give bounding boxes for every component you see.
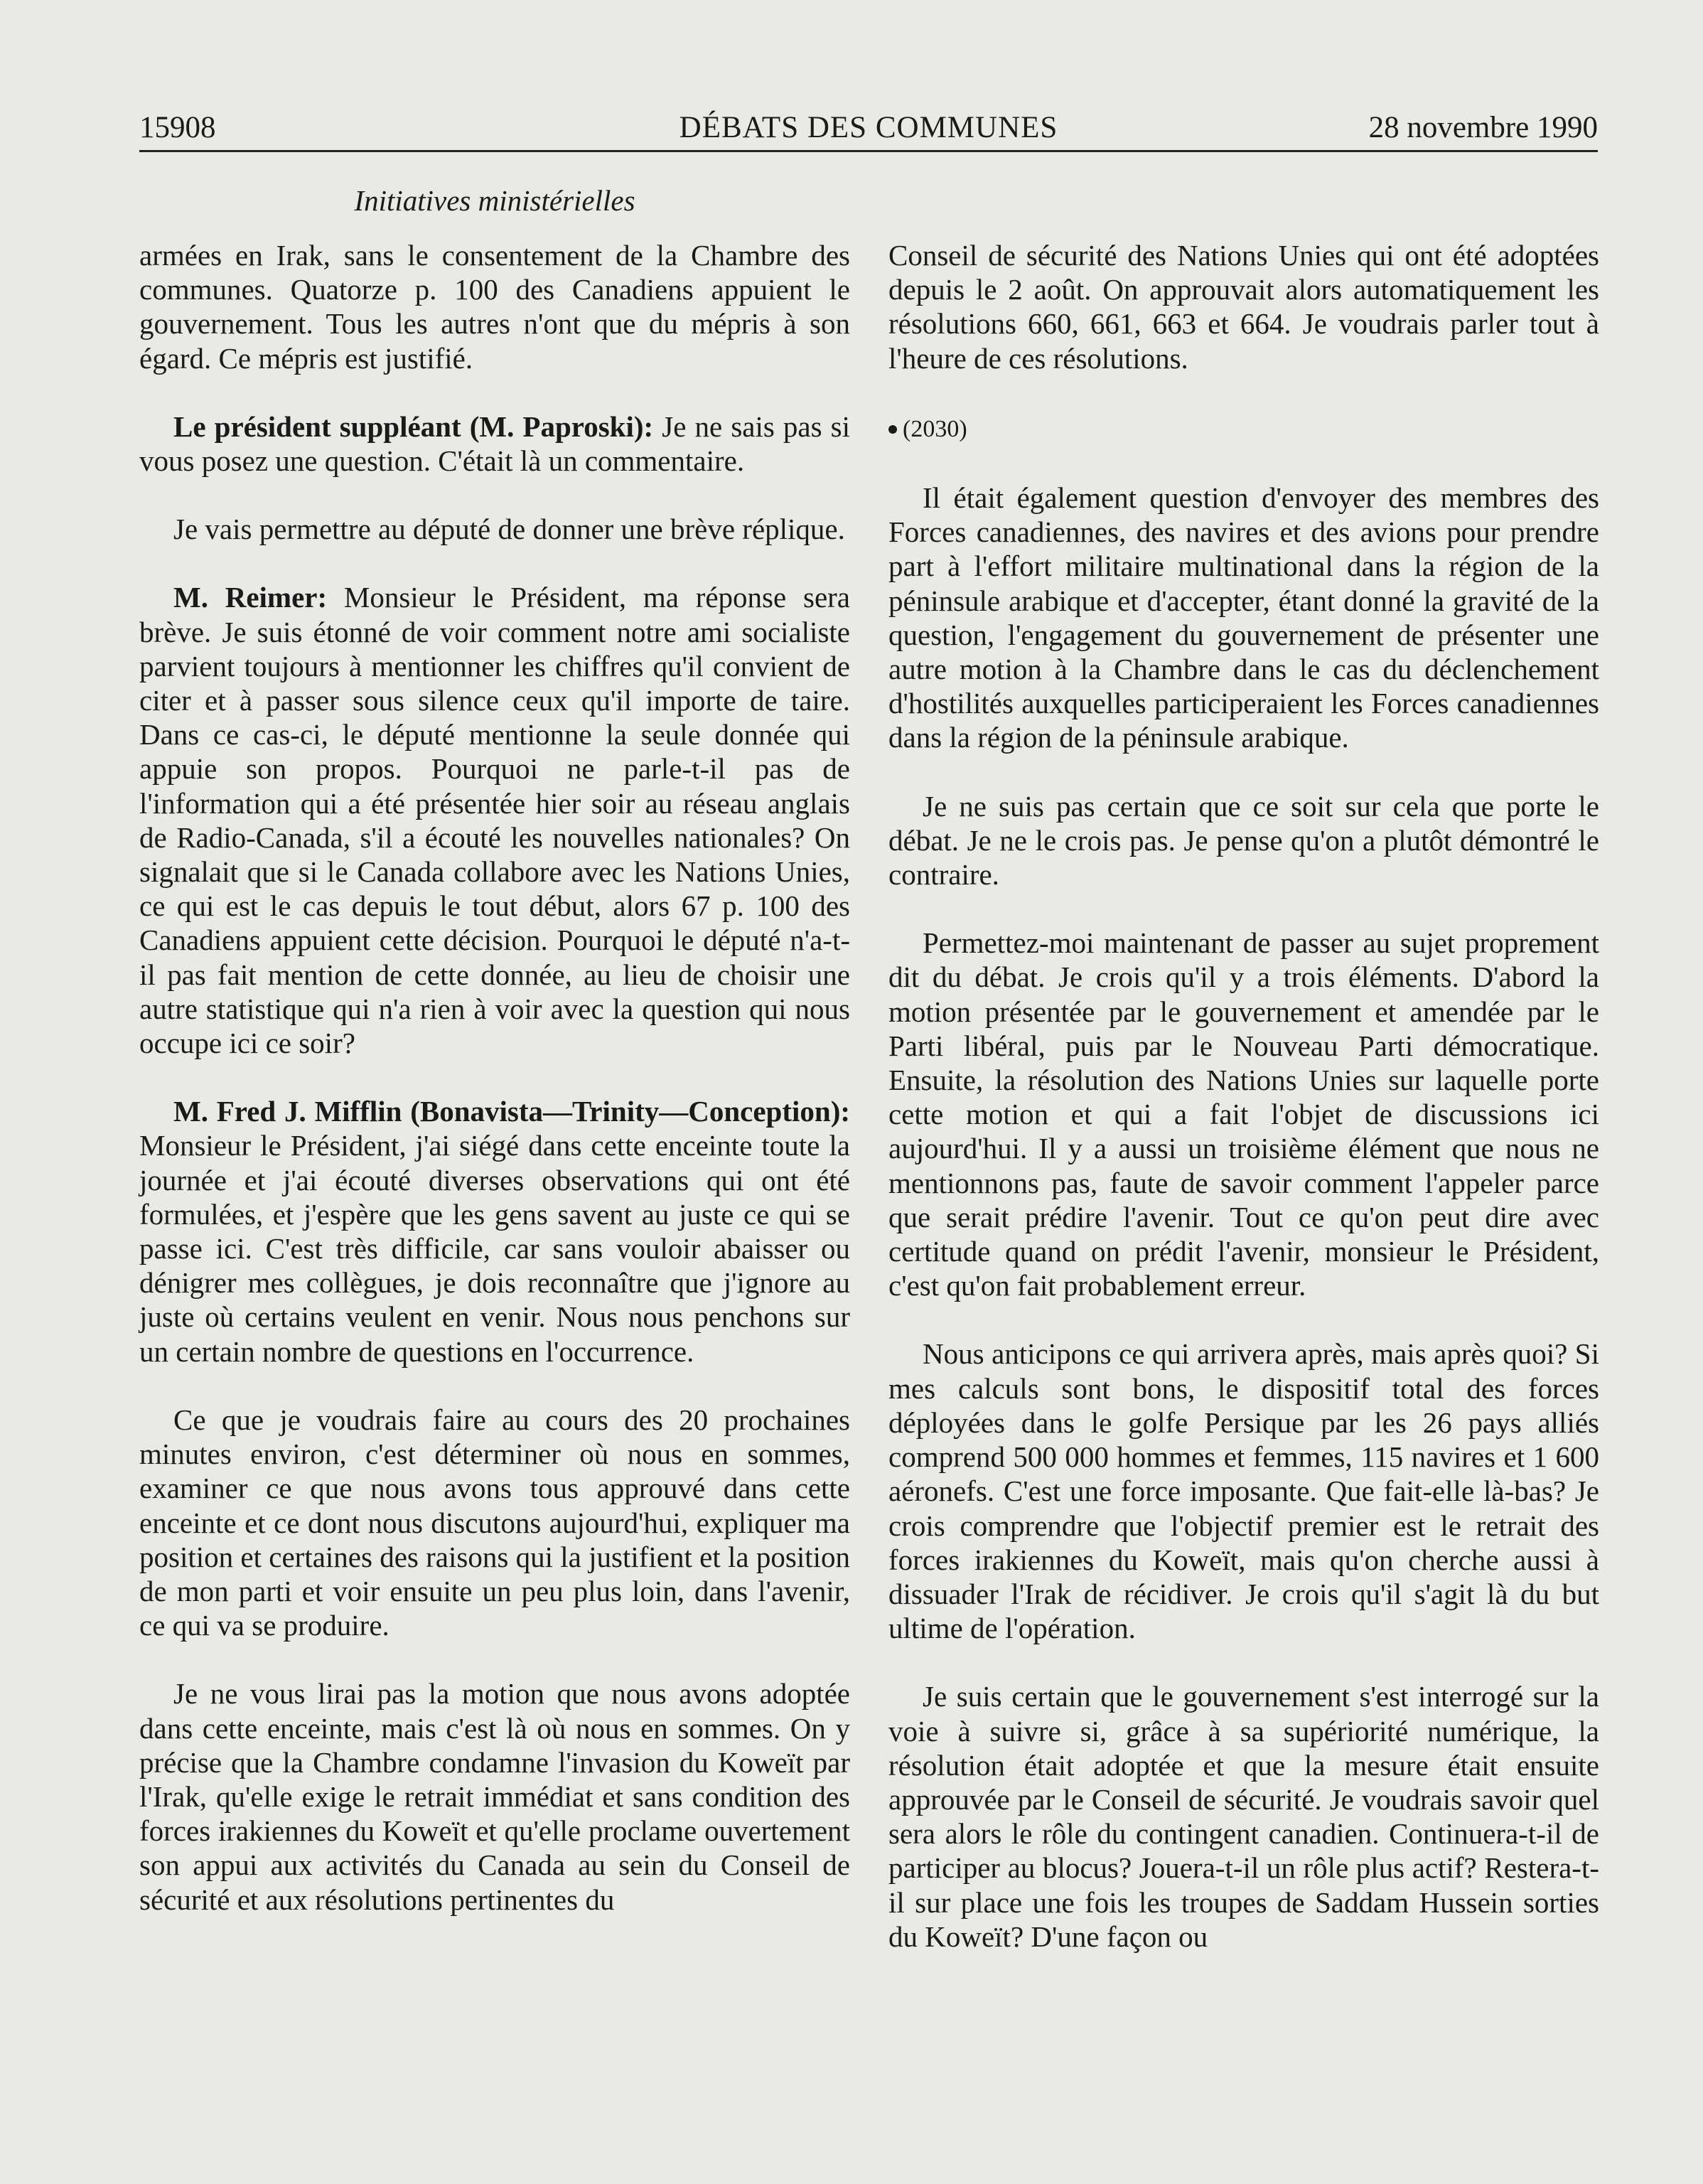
paragraph: armées en Irak, sans le consentement de la Chambre des communes. Quatorze p. 100 des Canadiens appuient le gouvernement. Tous les autres n'ont que du mépris à son égard. Ce mépris est justifié. xyxy=(139,239,850,375)
header-date: 28 novembre 1990 xyxy=(1368,111,1598,144)
timestamp-text: (2030) xyxy=(903,415,967,442)
right-column xyxy=(888,238,1599,1954)
paragraph xyxy=(139,1094,850,1369)
left-column xyxy=(139,238,850,1917)
paragraph: Je suis certain que le gouvernement s'est interrogé sur la voie à suivre si, grâce à sa supériorité numérique, la résolution était adoptée et que la mesure était ensuite approuvée par le Conseil de sécurité. Je voudrais savoir quel sera alors le rôle du contingent canadien. Continuera-t-il de participer au blocus? Jouera-t-il un rôle plus actif? Restera-t-il sur place une fois les troupes de Saddam Hussein sorties du Koweït? D'une façon ou xyxy=(888,1680,1599,1953)
header-rule xyxy=(139,150,1598,152)
paragraph: Permettez-moi maintenant de passer au sujet proprement dit du débat. Je crois qu'il y a trois éléments. D'abord la motion présentée par le gouvernement et amendée par le Parti libéral, puis par le Nouveau Parti démocratique. Ensuite, la résolution des Nations Unies sur laquelle porte cette motion et qui a fait l'objet de discussions ici aujourd'hui. Il y a aussi un troisième élément que nous ne mentionnons pas, faute de savoir comment l'appeler parce que serait prédire l'avenir. Tout ce qu'on peut dire avec certitude quand on prédit l'avenir, monsieur le Président, c'est qu'on fait probablement erreur. xyxy=(888,926,1599,1302)
paragraph: Je vais permettre au député de donner une brève réplique. xyxy=(173,513,845,546)
paragraph: Conseil de sécurité des Nations Unies qui ont été adoptées depuis le 2 août. On approuvait alors automatiquement les résolutions 660, 661, 663 et 664. Je voudrais parler tout à l'heure de ces résolutions. xyxy=(888,239,1599,375)
section-title: Initiatives ministérielles xyxy=(354,184,635,217)
paragraph xyxy=(139,410,850,478)
paragraph: Nous anticipons ce qui arrivera après, mais après quoi? Si mes calculs sont bons, le dispositif total des forces déployées dans le golfe Persique par les 26 pays alliés comprend 500 000 hommes et femmes, 115 navires et 1 600 aéronefs. C'est une force imposante. Que fait-elle là-bas? Je crois comprendre que l'objectif premier est le retrait des forces irakiennes du Koweït, mais qu'on cherche aussi à dissuader l'Irak de récidiver. Je crois qu'il s'agit là du but ultime de l'opération. xyxy=(888,1337,1599,1645)
timestamp xyxy=(888,410,1599,446)
page-header xyxy=(139,107,1598,149)
page-number: 15908 xyxy=(139,111,216,144)
paragraph: Il était également question d'envoyer des membres des Forces canadiennes, des navires et des avions pour prendre part à l'effort militaire multinational dans la région de la péninsule arabique et d'accepter, étant donné la gravité de la question, l'engagement du gouvernement de présenter une autre motion à la Chambre dans le cas du déclenchement d'hostilités auxquelles participeraient les Forces canadiennes dans la région de la péninsule arabique. xyxy=(888,481,1599,754)
paragraph xyxy=(139,580,850,1060)
speech-text: Je ne sais pas si vous posez une question. C'était là un commentaire. xyxy=(139,410,850,478)
speech-text: Monsieur le Président, ma réponse sera brève. Je suis étonné de voir comment notre ami socialiste parvient toujours à mentionner les chiffres qu'il convient de citer et à passer sous silence ceux qu'il importe de taire. Dans ce cas-ci, le député mentionne la seule donnée qui appuie son propos. Pourquoi ne parle-t-il pas de l'information qui a été présentée hier soir au réseau anglais de Radio-Canada, s'il a écouté les nouvelles nationales? On signalait que si le Canada collabore avec les Nations Unies, ce qui est le cas depuis le tout début, alors 67 p. 100 des Canadiens appuient cette décision. Pourquoi le député n'a-t-il pas fait mention de cette donnée, au lieu de choisir une autre statistique qui n'a rien à voir avec la question qui nous occupe ici ce soir? xyxy=(139,581,850,1060)
paragraph: Je ne vous lirai pas la motion que nous avons adoptée dans cette enceinte, mais c'est là où nous en sommes. On y précise que la Chambre condamne l'invasion du Koweït par l'Irak, qu'elle exige le retrait immédiat et sans condition des forces irakiennes du Koweït et qu'elle proclame ouvertement son appui aux activités du Canada au sein du Conseil de sécurité et aux résolutions pertinentes du xyxy=(139,1677,850,1916)
speaker-name: M. Fred J. Mifflin (Bonavista—Trinity—Conception): xyxy=(173,1095,850,1128)
publication-title: DÉBATS DES COMMUNES xyxy=(679,111,1058,144)
paragraph: Je ne suis pas certain que ce soit sur cela que porte le débat. Je ne le crois pas. Je pense qu'on a plutôt démontré le contraire. xyxy=(888,789,1599,892)
speaker-name: M. Reimer: xyxy=(173,581,328,614)
bullet-icon xyxy=(888,425,897,434)
speech-text: Monsieur le Président, j'ai siégé dans cette enceinte toute la journée et j'ai écouté diverses observations qui ont été formulées, et j'espère que les gens savent au juste ce qui se passe ici. C'est très difficile, car sans vouloir abaisser ou dénigrer mes collègues, je dois reconnaître que j'ignore au juste où certains veulent en venir. Nous nous penchons sur un certain nombre de questions en l'occurrence. xyxy=(139,1129,850,1368)
speaker-name: Le président suppléant (M. Paproski): xyxy=(173,410,654,443)
paragraph: Ce que je voudrais faire au cours des 20 prochaines minutes environ, c'est déterminer où nous en sommes, examiner ce que nous avons tous approuvé dans cette enceinte et ce dont nous discutons aujourd'hui, expliquer ma position et certaines des raisons qui la justifient et la position de mon parti et voir ensuite un peu plus loin, dans l'avenir, ce qui va se produire. xyxy=(139,1403,850,1642)
